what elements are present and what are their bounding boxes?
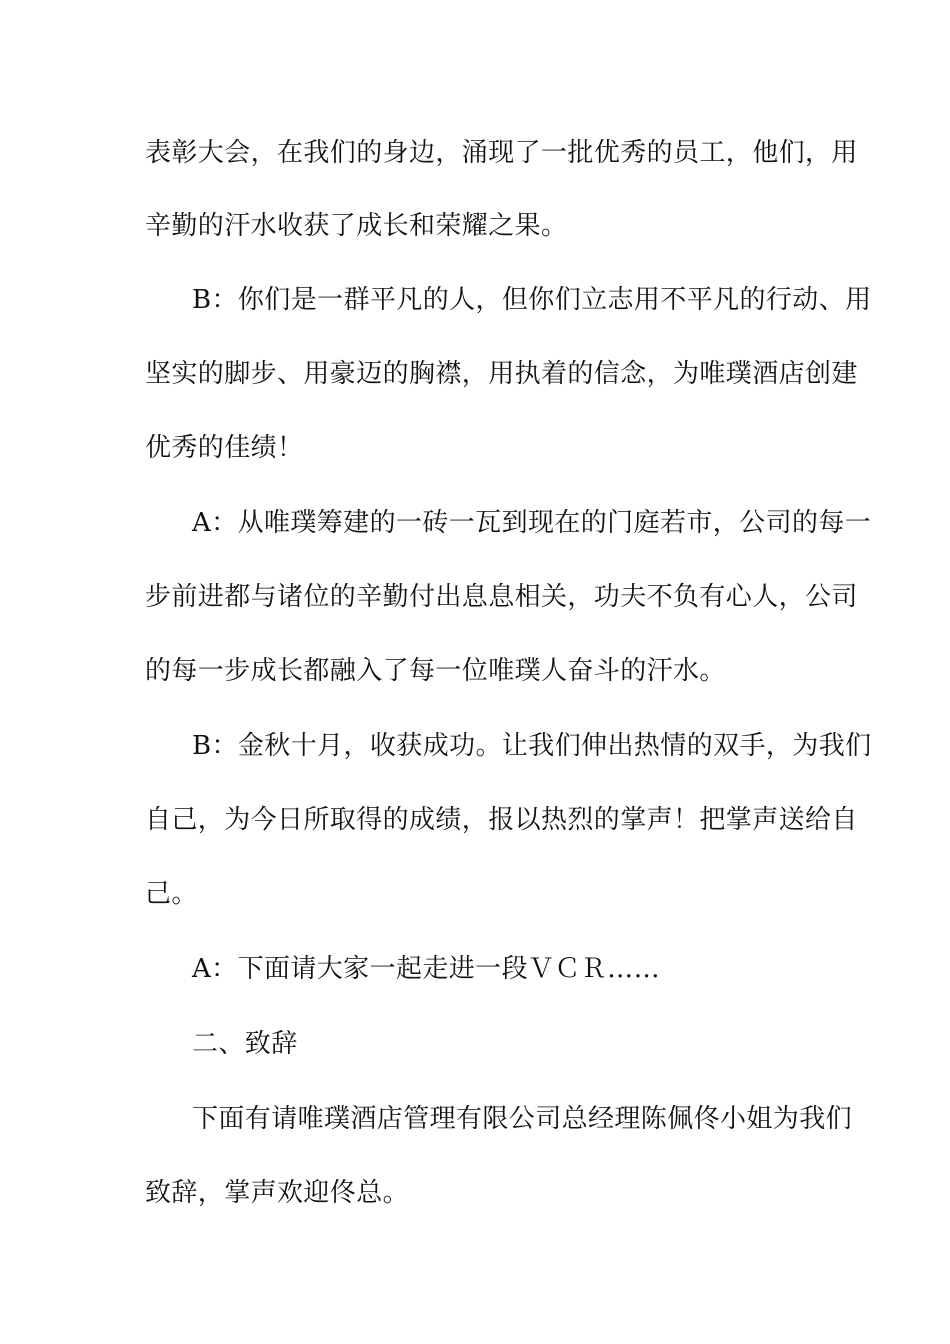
- paragraph-line: A：从唯璞筹建的一砖一瓦到现在的门庭若市，公司的每一: [192, 508, 872, 538]
- paragraph-line: 辛勤的汗水收获了成长和荣耀之果。: [145, 211, 568, 241]
- section-heading: 二、致辞: [192, 1029, 298, 1059]
- paragraph-line: 自己，为今日所取得的成绩，报以热烈的掌声！把掌声送给自: [145, 805, 858, 835]
- paragraph-line: B：你们是一群平凡的人，但你们立志用不平凡的行动、用: [192, 285, 872, 315]
- paragraph-line: 己。: [145, 879, 198, 909]
- paragraph-line: 优秀的佳绩！: [145, 433, 304, 463]
- paragraph-line: 下面有请唯璞酒店管理有限公司总经理陈佩佟小姐为我们: [192, 1104, 853, 1134]
- paragraph-line: A：下面请大家一起走进一段ＶＣＲ……: [192, 954, 660, 984]
- paragraph-line: 表彰大会，在我们的身边，涌现了一批优秀的员工，他们，用: [145, 138, 858, 168]
- paragraph-line: B：金秋十月，收获成功。让我们伸出热情的双手，为我们: [192, 731, 872, 761]
- paragraph-line: 步前进都与诸位的辛勤付出息息相关，功夫不负有心人，公司: [145, 582, 858, 612]
- paragraph-line: 的每一步成长都融入了每一位唯璞人奋斗的汗水。: [145, 656, 726, 686]
- paragraph-line: 致辞，掌声欢迎佟总。: [145, 1178, 410, 1208]
- paragraph-line: 坚实的脚步、用豪迈的胸襟，用执着的信念，为唯璞酒店创建: [145, 359, 858, 389]
